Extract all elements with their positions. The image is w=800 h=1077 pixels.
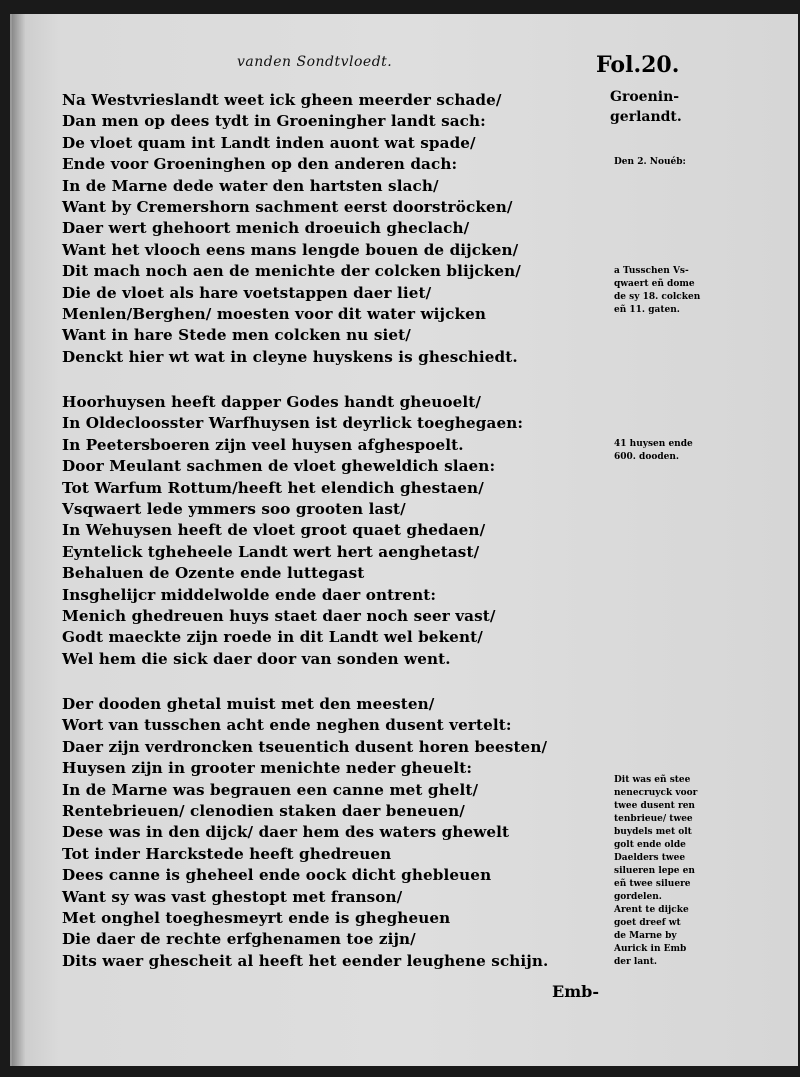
note-line: Aurick in Emb [614,944,687,954]
verse-line: Met onghel toeghesmeyrt ende is ghegheuen [62,908,451,927]
note-line: silueren lepe en [614,866,695,876]
book-page [10,14,798,1066]
stanza-3 [62,694,549,972]
verse-line: Want het vlooch eens mans lengde bouen de dijcken/ [62,240,519,259]
margin-heading-line: Groenin- [610,89,680,105]
note-line: eñ 11. gaten. [614,305,680,315]
note-line: qwaert eñ dome [614,279,695,289]
page-gutter-shadow [12,14,26,1066]
margin-note-date [614,156,686,169]
verse-line: In Oldecloosster Warfhuysen ist deyrlick toeghegaen: [62,414,524,433]
verse-line: Menich ghedreuen huys staet daer noch seer vast/ [62,606,496,625]
verse-line: In Wehuysen heeft de vloet groot quaet ghedaen/ [62,521,486,540]
note-line: de sy 18. colcken [614,292,701,302]
note-line: goet dreef wt [614,918,681,928]
verse-line: Daer wert ghehoort menich droeuich gheclach/ [62,219,470,238]
verse-line: Vsqwaert lede ymmers soo grooten last/ [62,499,406,518]
verse-line: Eyntelick tgheheele Landt wert hert aenghetast/ [62,542,480,561]
note-line: buydels met olt [614,827,692,837]
note-line: Den 2. Nouéb: [614,157,686,167]
note-line: tenbrieue/ twee [614,814,693,824]
verse-line: In Peetersboeren zijn veel huysen afghespoelt. [62,435,464,454]
verse-line: In de Marne was begrauen een canne met ghelt/ [62,780,479,799]
verse-line: Dan men op dees tydt in Groeningher landt sach: [62,112,486,131]
verse-line: Hoorhuysen heeft dapper Godes handt gheuoelt/ [62,393,481,411]
note-line: eñ twee siluere [614,879,691,889]
verse-line: Na Westvrieslandt weet ick gheen meerder schade/ [62,91,502,109]
note-line: Daelders twee [614,853,686,863]
verse-line: Godt maeckte zijn roede in dit Landt wel bekent/ [62,628,483,647]
margin-heading-line: gerlandt. [610,109,682,125]
verse-line: Insghelijcr middelwolde ende daer ontrent: [62,585,437,604]
verse-line: Wel hem die sick daer door van sonden went. [62,649,451,668]
stanza-1 [62,90,532,368]
stanza-2 [62,392,532,670]
note-line: Arent te dijcke [614,905,689,915]
note-line: gordelen. [614,892,662,902]
verse-line: Door Meulant sachmen de vloet gheweldich slaen: [62,457,496,476]
verse-line: Dees canne is gheheel ende oock dicht ghebleuen [62,866,492,885]
verse-line: Ende voor Groeninghen op den anderen dach: [62,155,458,174]
note-line: Dit was eñ stee [614,775,691,785]
verse-line: Daer zijn verdroncken tseuentich dusent horen beesten/ [62,737,548,756]
verse-line: Dit mach noch aen de menichte der colcken blijcken/ [62,262,521,281]
note-line: der lant. [614,957,657,967]
verse-line: Want in hare Stede men colcken nu siet/ [62,326,411,345]
note-line: 41 huysen ende [614,439,693,449]
note-line: de Marne by [614,931,677,941]
verse-line: Die daer de rechte erfghenamen toe zijn/ [62,930,416,949]
verse-line: Behaluen de Ozente ende luttegast [62,564,365,583]
verse-line: Der dooden ghetal muist met den meesten/ [62,695,435,713]
verse-line: Huysen zijn in grooter menichte neder gheuelt: [62,759,473,778]
note-line: golt ende olde [614,840,686,850]
verse-line: Tot Warfum Rottum/heeft het elendich ghestaen/ [62,478,484,497]
margin-note-colcken [614,265,700,317]
catchword: Emb- [552,982,599,1001]
verse-line: Want by Cremershorn sachment eerst doorströcken/ [62,197,513,216]
note-line: nenecruyck voor [614,788,698,798]
verse-line: Rentebrieuen/ clenodien staken daer beneuen/ [62,801,465,820]
verse-line: Want sy was vast ghestopt met franson/ [62,887,403,906]
margin-heading [610,87,682,127]
verse-line: Dits waer ghescheit al heeft het eender leughene schijn. [62,951,549,970]
verse-line: In de Marne dede water den hartsten slach/ [62,176,439,195]
verse-line: Denckt hier wt wat in cleyne huyskens is gheschiedt. [62,347,518,366]
verse-line: Menlen/Berghen/ moesten voor dit water wijcken [62,304,487,323]
note-line: 600. dooden. [614,452,680,462]
verse-line: Die de vloet als hare voetstappen daer liet/ [62,283,432,302]
folio-number: Fol.20. [596,52,680,78]
verse-line: Tot inder Harckstede heeft ghedreuen [62,844,392,863]
verse-line: Dese was in den dijck/ daer hem des waters ghewelt [62,823,510,842]
note-line: a Tusschen Vs- [614,266,689,276]
note-line: twee dusent ren [614,801,695,811]
running-head: vanden Sondtvloedt. [237,54,393,70]
margin-note-canne [614,774,724,969]
verse-line: De vloet quam int Landt inden auont wat spade/ [62,133,476,152]
margin-note-dooden [614,438,693,464]
verse-line: Wort van tusschen acht ende neghen dusent vertelt: [62,716,512,735]
